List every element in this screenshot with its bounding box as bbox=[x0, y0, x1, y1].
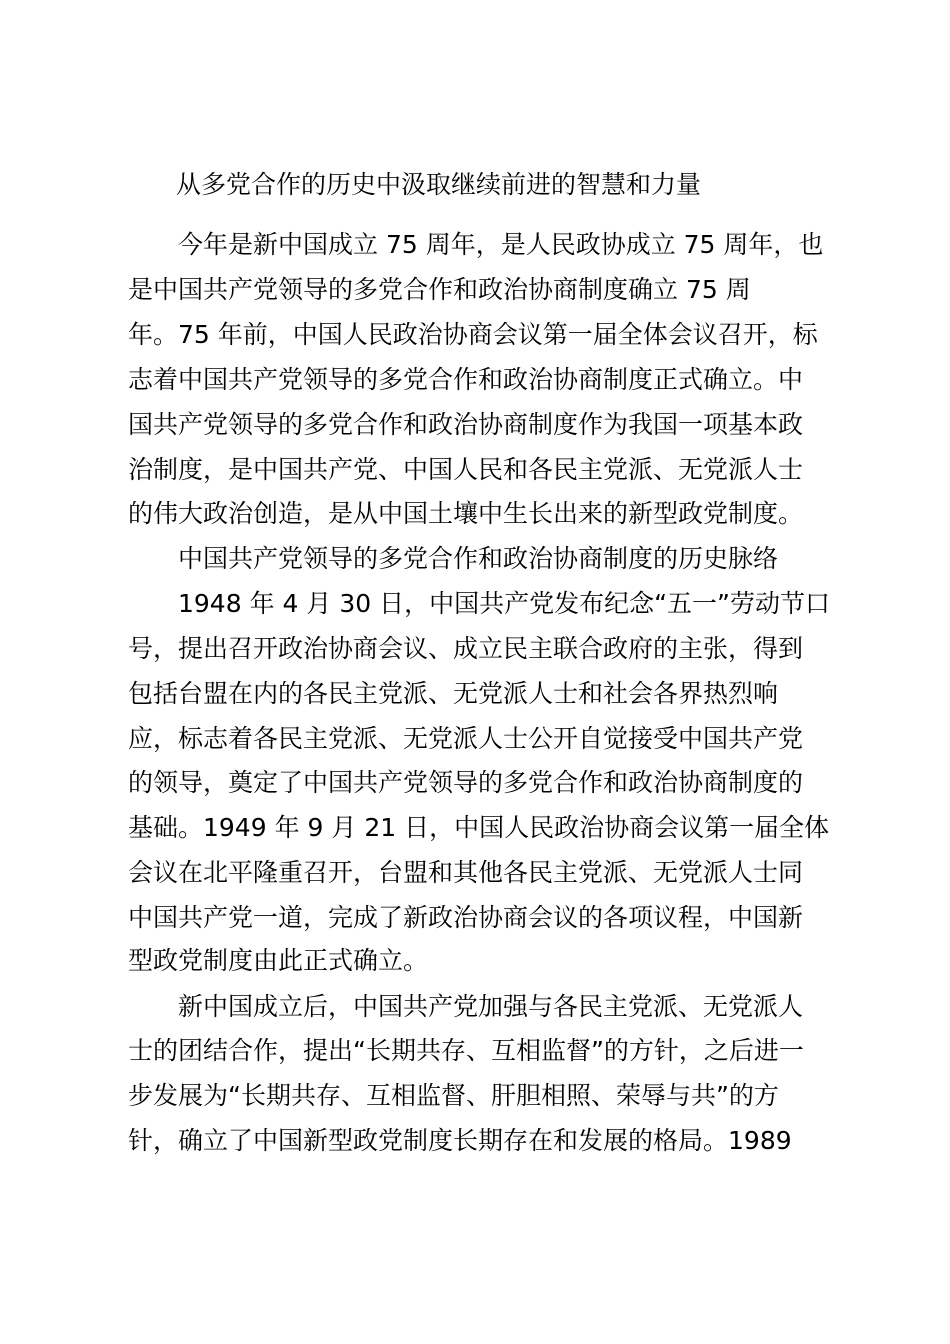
paragraph-line: 治制度，是中国共产党、中国人民和各民主党派、无党派人士 bbox=[128, 455, 804, 484]
paragraph-line: 1948 年 4 月 30 日，中国共产党发布纪念“五一”劳动节口 bbox=[178, 589, 830, 618]
paragraph-line: 基础。1949 年 9 月 21 日，中国人民政治协商会议第一届全体 bbox=[128, 813, 830, 842]
paragraph-line: 新中国成立后，中国共产党加强与各民主党派、无党派人 bbox=[178, 992, 804, 1021]
paragraph-line: 应，标志着各民主党派、无党派人士公开自觉接受中国共产党 bbox=[128, 724, 804, 753]
paragraph-line: 号，提出召开政治协商会议、成立民主联合政府的主张，得到 bbox=[128, 634, 804, 663]
paragraph-line: 的领导，奠定了中国共产党领导的多党合作和政治协商制度的 bbox=[128, 768, 804, 797]
paragraph-line: 国共产党领导的多党合作和政治协商制度作为我国一项基本政 bbox=[128, 410, 804, 439]
section-heading: 中国共产党领导的多党合作和政治协商制度的历史脉络 bbox=[178, 544, 779, 573]
paragraph-line: 中国共产党一道，完成了新政治协商会议的各项议程，中国新 bbox=[128, 903, 804, 932]
paragraph-line: 型政党制度由此正式确立。 bbox=[128, 946, 429, 975]
paragraph-line: 今年是新中国成立 75 周年，是人民政协成立 75 周年，也 bbox=[178, 230, 824, 259]
document-title: 从多党合作的历史中汲取继续前进的智慧和力量 bbox=[176, 170, 702, 199]
paragraph-line: 是中国共产党领导的多党合作和政治协商制度确立 75 周 bbox=[128, 275, 751, 304]
paragraph-line: 的伟大政治创造，是从中国土壤中生长出来的新型政党制度。 bbox=[128, 499, 804, 528]
paragraph-line: 会议在北平隆重召开，台盟和其他各民主党派、无党派人士同 bbox=[128, 858, 804, 887]
paragraph-line: 士的团结合作，提出“长期共存、互相监督”的方针，之后进一 bbox=[128, 1036, 804, 1065]
paragraph-line: 步发展为“长期共存、互相监督、肝胆相照、荣辱与共”的方 bbox=[128, 1081, 779, 1110]
paragraph-line: 包括台盟在内的各民主党派、无党派人士和社会各界热烈响 bbox=[128, 679, 779, 708]
paragraph-line: 年。75 年前，中国人民政治协商会议第一届全体会议召开，标 bbox=[128, 320, 818, 349]
paragraph-line: 针，确立了中国新型政党制度长期存在和发展的格局。1989 bbox=[128, 1126, 792, 1155]
paragraph-line: 志着中国共产党领导的多党合作和政治协商制度正式确立。中 bbox=[128, 365, 804, 394]
